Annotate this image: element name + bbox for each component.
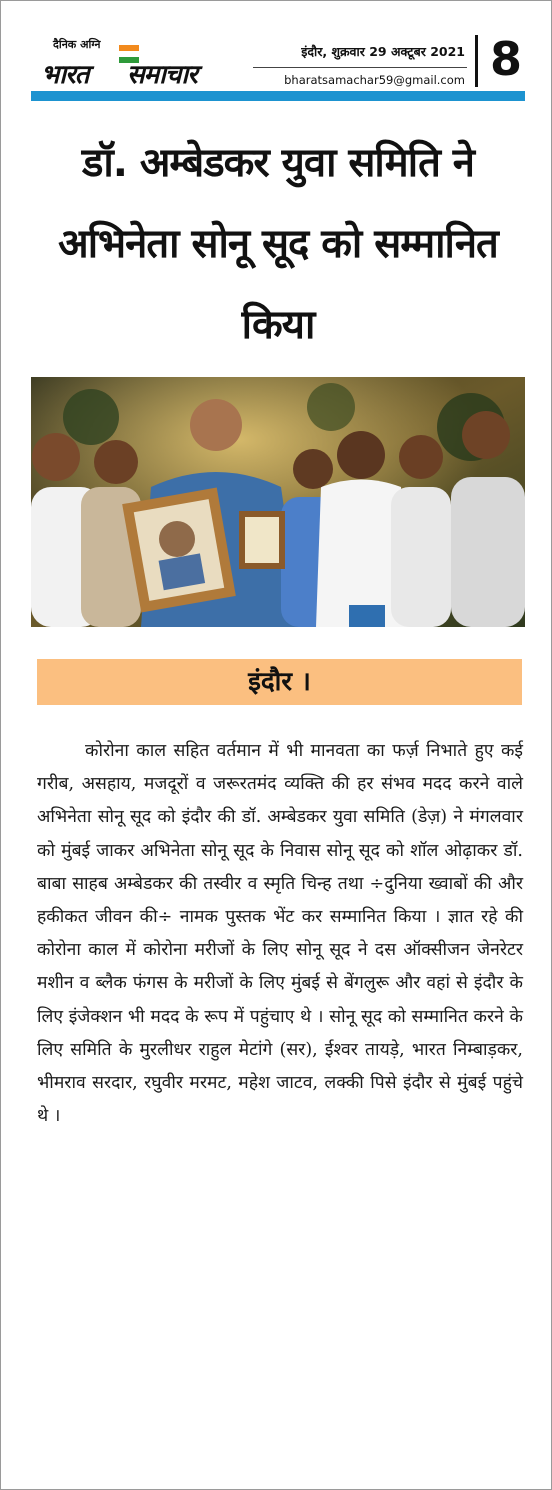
page-number: 8	[489, 32, 522, 86]
vertical-divider	[475, 35, 478, 87]
logo-word-samachar: समाचार	[127, 60, 197, 90]
dateline: इंदौर, शुक्रवार 29 अक्टूबर 2021	[301, 44, 465, 59]
logo-tagline: दैनिक अग्नि	[53, 38, 101, 51]
article-headline: डॉ. अम्बेडकर युवा समिति ने अभिनेता सोनू सूद को सम्मानित किया	[58, 140, 498, 348]
article-photo	[31, 377, 525, 627]
dateline-location: इंदौर ।	[248, 667, 311, 697]
contact-email: bharatsamachar59@gmail.com	[284, 73, 465, 87]
article-body: कोरोना काल सहित वर्तमान में भी मानवता का फर्ज़ निभाते हुए कई गरीब, असहाय, मजदूरों व जरूरतमंद व्यक्ति की हर संभव मदद करने वाले अभिनेता सोनू सूद को इंदौर की डॉ. अम्बेडकर युवा समिति (डेज़) ने मंगलवार को मुंबई जाकर अभिनेता सोनू सूद के निवास सोनू सूद को शॉल ओढ़ाकर डॉ. बाबा साहब अम्बेडकर की तस्वीर व स्मृति चिन्ह तथा ÷दुनिया ख्वाबों की और हकीकत जीवन की÷ नामक पुस्तक भेंट कर सम्मानित किया । ज्ञात रहे की कोरोना काल में कोरोना मरीजों के लिए सोनू सूद ने दस ऑक्सीजन जेनरेटर मशीन व ब्लैक फंगस के मरीजों के लिए मुंबई से बेंगलुरू और वहां से इंदौर के लिए इंजेक्शन भी मदद के रूप में पहुंचाए थे । सोनू सूद को सम्मानित करने के लिए समिति के मुरलीधर राहुल मेटांगे (सर), ईश्वर तायड़े, भारत निम्बाड़कर, भीमराव सरदार, रघुवीर मरमट, महेश जाटव, लक्की पिसे इंदौर से मुंबई पहुंचे थे ।	[37, 741, 523, 1127]
logo-word-bharat: भारत	[41, 60, 89, 90]
header-divider	[253, 67, 467, 68]
location-bar	[37, 659, 522, 705]
newspaper-logo	[41, 37, 271, 95]
masthead	[31, 27, 525, 97]
masthead-rule	[31, 91, 525, 101]
